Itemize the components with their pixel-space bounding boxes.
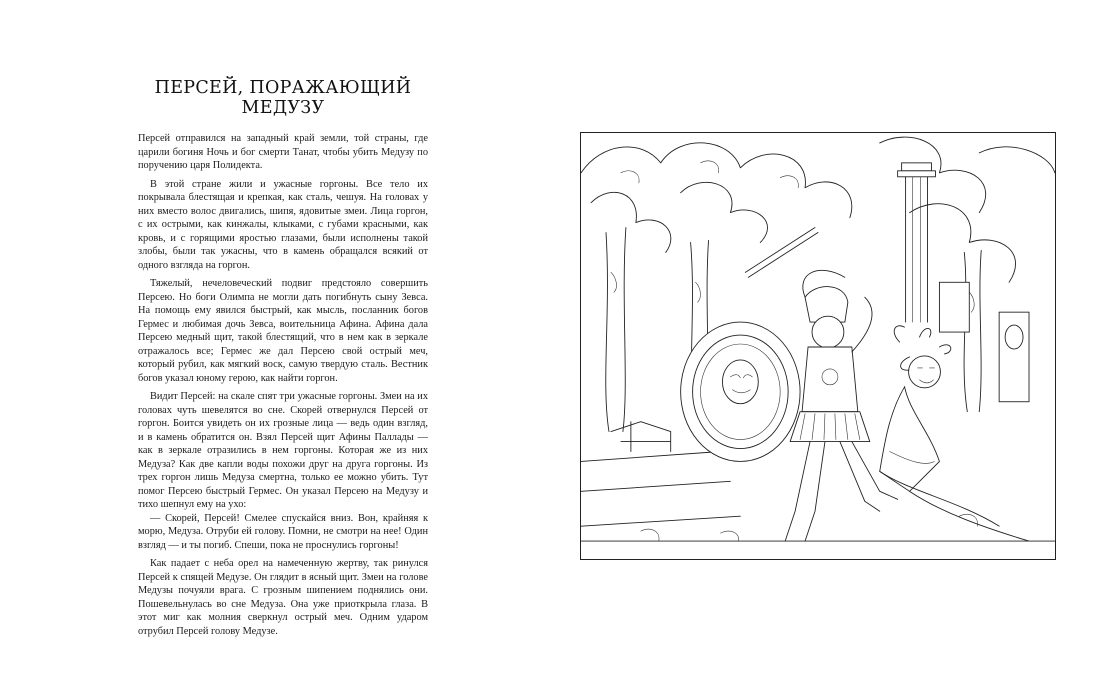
text-page — [138, 78, 428, 643]
tree-canopy — [581, 137, 1055, 282]
coloring-illustration — [580, 132, 1056, 560]
paragraph-2: В этой стране жили и ужасные горгоны. Все тело их покрывала блестящая и крепкая, как сталь, чешуя. На головах у них вместо волос двигались, шипя, ядовитые змеи. Лица горгон, с их острыми, как кинжалы, клыками, с губами красными, как кровь, и с горящими яростью глазами, были исполнены такой злобы, были так ужасны, что в камень обращался всякий от одного взгляда на горгон. — [138, 178, 428, 271]
sword — [745, 228, 815, 273]
perseus-medusa-line-art — [581, 133, 1055, 559]
armor — [802, 347, 858, 412]
paragraph-5: — Скорей, Персей! Смелее спускайся вниз. Вон, крайняя к морю, Медуза. Отруби ей голову. Помни, не смотри на нее! Один взгляд — и ты погиб. Спеши, пока не проснулись горгоны! — [138, 512, 428, 551]
mirror-shield — [681, 322, 800, 461]
paragraph-6: Как падает с неба орел на намеченную жертву, так ринулся Персей к спящей Медузе. Он глядит в ясный щит. Змеи на голове Медузы почуяли врага. С грозным шипением поднялись они. Пошевельнулась во сне Медуза. Она уже приоткрыла глаза. В этот миг как молния сверкнул острый меч. Одним ударом отрубил Персей голову Медузе. — [138, 558, 428, 637]
paragraph-1: Персей отправился на западный край земли, той страны, где царили богиня Ночь и бог смерти Танат, чтобы убить Медузу по поручению царя Полидекта. — [138, 133, 428, 171]
paragraph-4: Видит Персей: на скале спят три ужасные горгоны. Змеи на их головах чуть шевелятся во сне. Скорей отвернулся Персей от горгон. Боится увидеть он их грозные лица — ведь один взгляд, и в камень обратится он. Взял Персей щит Афины Паллады — как в зеркале отразились в нем горгоны. Которая же из них Медуза? Как две капли воды похожи друг на друга горгоны. Из трех горгон лишь Медуза смертна, только ее можно убить. Тут помог Персею быстрый Гермес. Он указал Персею на Медузу и тихо шепнул ему на ухо: — [138, 391, 428, 510]
paragraph-3: Тяжелый, нечеловеческий подвиг предстояло совершить Персею. Но боги Олимпа не могли дать погибнуть сыну Зевса. На помощь ему явился быстрый, как мысль, посланник богов Гермес и любимая дочь Зевса, воительница Афина. Афина дала Персею медный щит, такой блестящий, что в нем как в зеркале отражалось все; Гермес же дал Персею свой острый меч, который рубил, как мягкий воск, самую твердую сталь. Вестник богов указал юному герою, как найти горгон. — [138, 278, 428, 384]
page-title: ПЕРСЕЙ, ПОРАЖАЮЩИЙ МЕДУЗУ — [154, 78, 412, 118]
ground — [581, 514, 1055, 541]
reflected-face — [722, 360, 758, 404]
